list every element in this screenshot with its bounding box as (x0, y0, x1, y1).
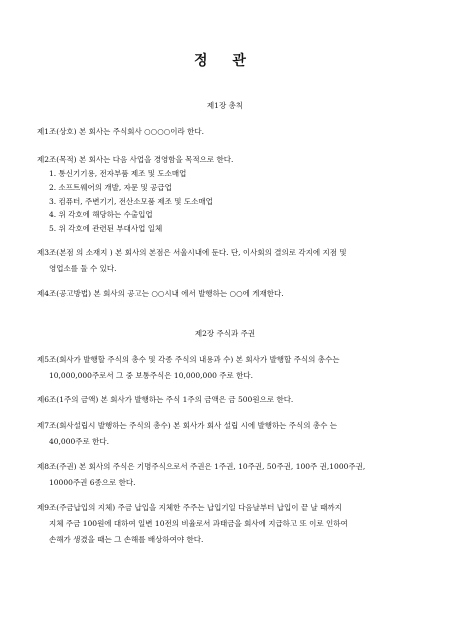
article-8 (37, 459, 413, 491)
article-4: 제4조(공고방법) 본 회사의 공고는 ○○시내 에서 발행하는 ○○에 게재한다. (37, 289, 284, 298)
list-item: 5. 위 각호에 관련된 부대사업 일체 (49, 224, 163, 234)
document-title: 정 관 (194, 53, 256, 69)
list-item: 1. 통신기기용, 전자부품 제조 및 도소매업 (49, 169, 187, 178)
article-6: 제6조(1주의 금액) 본 회사가 발행하는 주식 1주의 금액은 금 500원으로 한다. (37, 395, 294, 404)
article-9-line-1: 제9조(주금납입의 지체) 주금 납입을 지체한 주주는 납입기일 다음날부터 납입이 끝 날 때까지 (37, 503, 342, 512)
article-8-line-2: 10000주권 6종으로 한다. (49, 478, 136, 487)
article-8-line-1: 제8조(주권) 본 회사의 주식은 기명주식으로서 주권은 1주권, 10주권, 50주권, 100주 권,1000주권, (37, 462, 366, 471)
article-5-line-1: 제5조(회사가 발행할 주식의 총수 및 각종 주식의 내용과 수) 본 회사가 발행할 주식의 총수는 (37, 355, 340, 364)
article-1: 제1조(상호) 본 회사는 주식회사 ○○○○이라 한다. (37, 127, 205, 136)
list-item: 3. 컴퓨터, 주변기기, 전산소모품 제조 및 도소매업 (49, 196, 213, 206)
article-5-line-2: 10,000,000주로서 그 중 보통주식은 10,000,000 주로 한다. (49, 371, 254, 380)
article-7 (37, 418, 413, 450)
article-9-line-2: 지체 주금 100원에 대하여 일변 10전의 비율로서 과태금을 회사에 지급하고 또 이로 인하여 (49, 519, 348, 528)
chapter-2-heading: 제2장 주식과 주권 (194, 329, 256, 338)
article-3 (37, 245, 413, 277)
article-7-line-2: 40,000주로 한다. (49, 437, 109, 446)
list-item: 2. 소프트웨어의 개발, 자문 및 공급업 (49, 182, 172, 192)
article-7-line-1: 제7조(회사설립시 발행하는 주식의 총수) 본 회사가 회사 설립 시에 발행하는 주식의 총수 는 (37, 421, 338, 430)
article-2-list (49, 167, 409, 236)
article-3-line-2: 영업소를 둘 수 있다. (49, 264, 117, 273)
list-item: 4. 위 각호에 해당하는 수출입업 (49, 210, 153, 220)
article-9-line-3: 손해가 생겼을 때는 그 손해를 배상하여야 한다. (49, 535, 204, 544)
article-9 (37, 500, 413, 548)
article-2: 제2조(목적) 본 회사는 다음 사업을 경영함을 목적으로 한다. (37, 155, 234, 164)
article-3-line-1: 제3조(본점 의 소재지 ) 본 회사의 본점은 서울시내에 둔다. 단, 이사회의 결의로 각지에 지점 및 (37, 248, 347, 257)
article-5 (37, 352, 413, 384)
chapter-1-heading: 제1장 총칙 (206, 101, 244, 110)
